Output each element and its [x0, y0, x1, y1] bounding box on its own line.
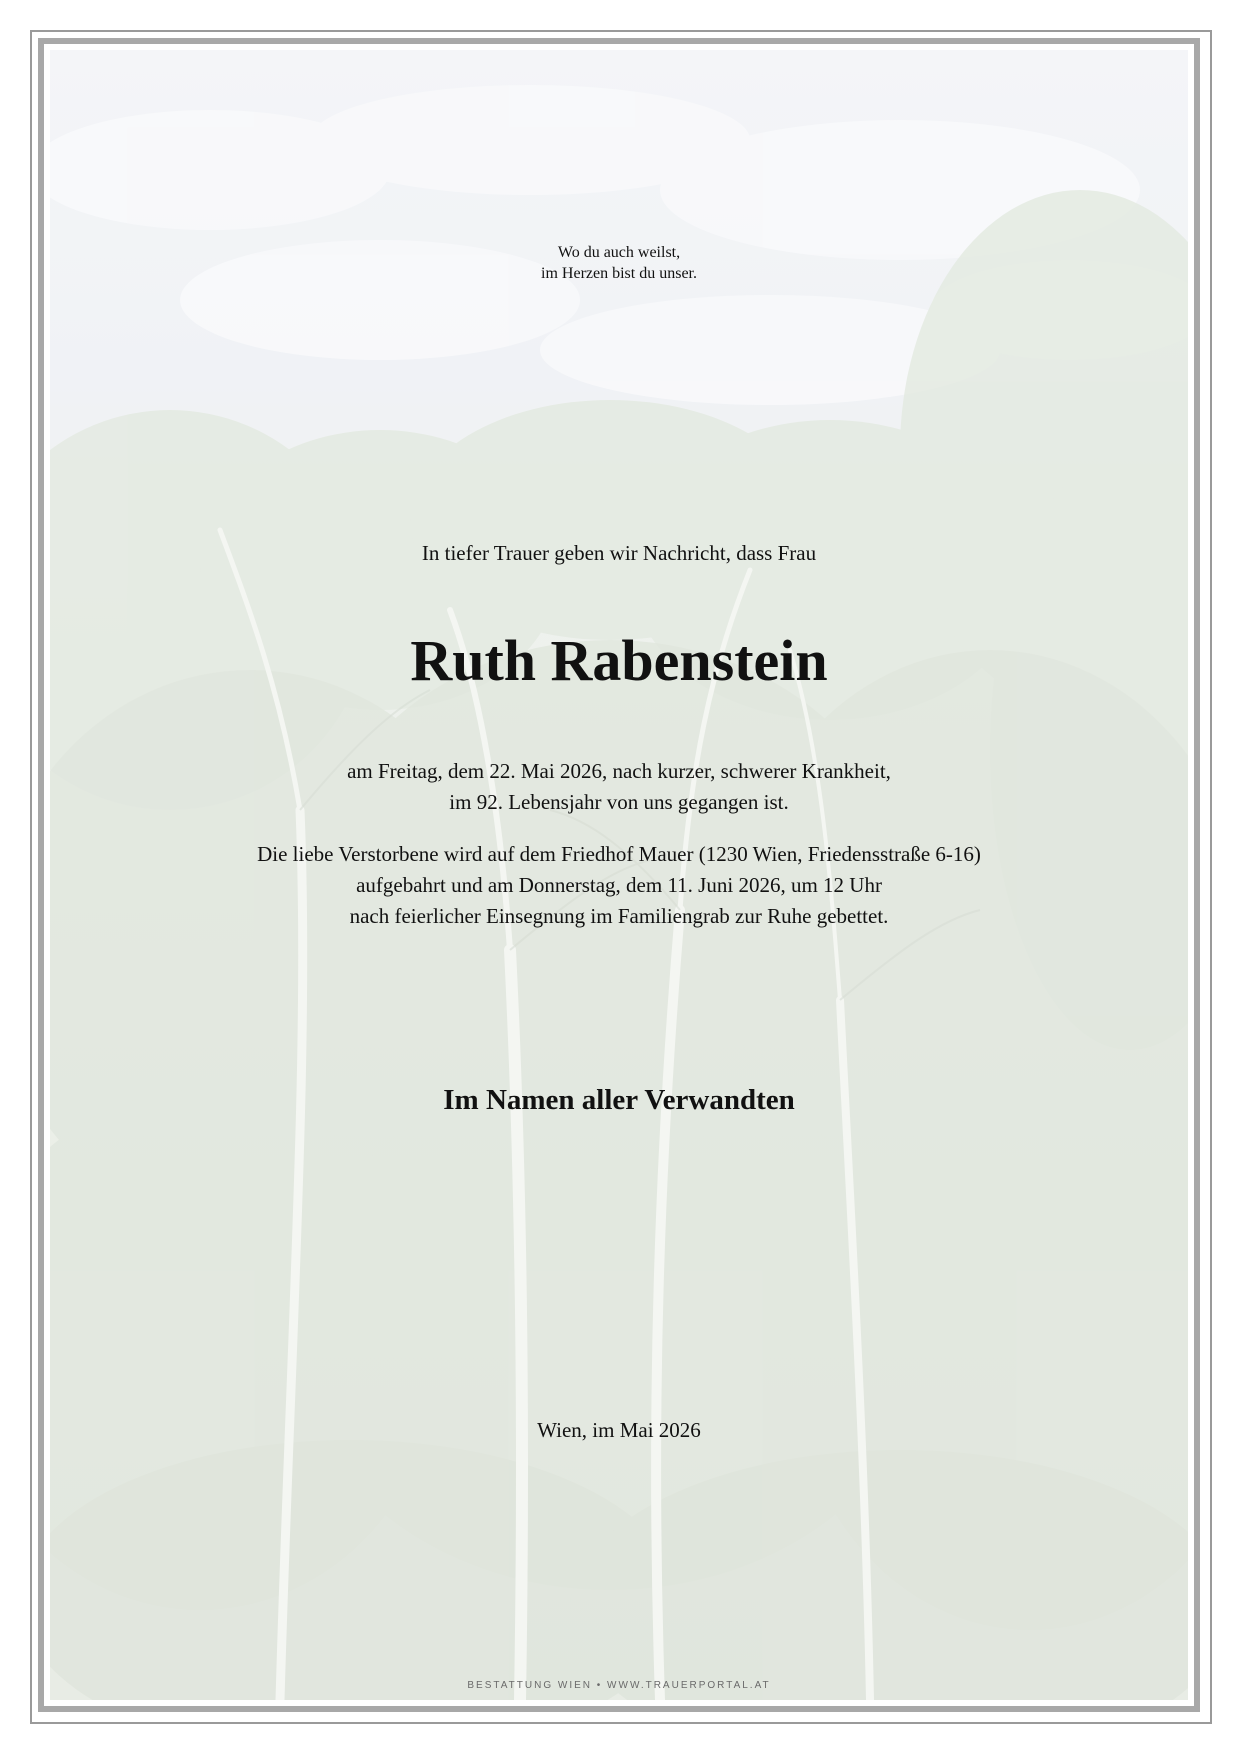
- motto-line-2: im Herzen bist du unser.: [541, 265, 697, 282]
- funeral-details-line-3: nach feierlicher Einsegnung im Familiengrab zur Ruhe gebettet.: [349, 904, 889, 928]
- place-and-date: Wien, im Mai 2026: [537, 1418, 701, 1442]
- funeral-details-line-2: aufgebahrt und am Donnerstag, dem 11. Juni 2026, um 12 Uhr: [356, 873, 882, 897]
- death-details-line-2: im 92. Lebensjahr von uns gegangen ist.: [449, 790, 789, 814]
- death-details: [50, 756, 1188, 818]
- deceased-name: Ruth Rabenstein: [410, 628, 828, 693]
- funeral-details-line-1: Die liebe Verstorbene wird auf dem Friedhof Mauer (1230 Wien, Friedensstraße 6-16): [257, 842, 981, 866]
- motto: [50, 242, 1188, 284]
- intro-text: In tiefer Trauer geben wir Nachricht, dass Frau: [421, 541, 817, 565]
- funeral-details: [50, 839, 1188, 932]
- family-signature: Im Namen aller Verwandten: [443, 1084, 795, 1116]
- footer-credit: BESTATTUNG WIEN • WWW.TRAUERPORTAL.AT: [467, 1680, 771, 1691]
- death-details-line-1: am Freitag, dem 22. Mai 2026, nach kurzer, schwerer Krankheit,: [347, 759, 891, 783]
- motto-line-1: Wo du auch weilst,: [557, 244, 681, 261]
